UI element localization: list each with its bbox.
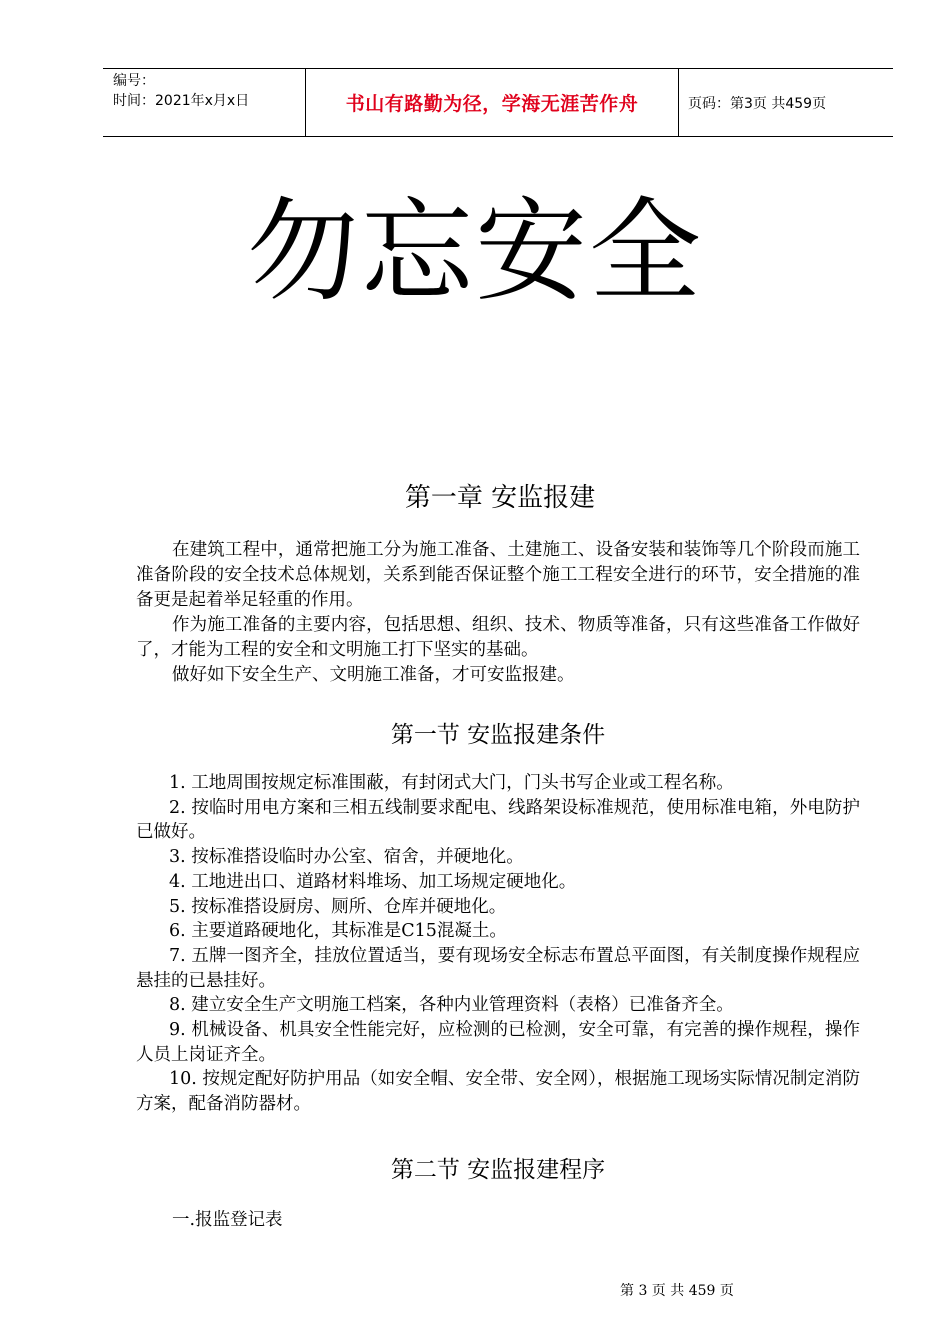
list-item: 6. 主要道路硬地化，其标准是C15混凝土。 bbox=[169, 921, 507, 942]
big-title: 勿忘安全 bbox=[247, 187, 703, 317]
document-header bbox=[103, 68, 893, 137]
page-footer: 第 3 页 共 459 页 bbox=[620, 1283, 734, 1299]
section-title: 第一节 安监报建条件 bbox=[390, 722, 606, 748]
list-item: 9. 机械设备、机具安全性能完好，应检测的已检测，安全可靠，有完善的操作规程，操作人员上岗证齐全。 bbox=[136, 1020, 860, 1065]
header-page-info: 页码：第3页 共459页 bbox=[688, 95, 827, 112]
list-item: 2. 按临时用电方案和三相五线制要求配电、线路架设标准规范，使用标准电箱，外电防护已做好。 bbox=[136, 797, 860, 843]
list-item: 7. 五牌一图齐全，挂放位置适当，要有现场安全标志布置总平面图，有关制度操作规程应悬挂的已悬挂好。 bbox=[136, 945, 860, 991]
list-item: 10. 按规定配好防护用品（如安全帽、安全带、安全网），根据施工现场实际情况制定消防方案，配备消防器材。 bbox=[136, 1069, 860, 1115]
list-item: 4. 工地进出口、道路材料堆场、加工场规定硬地化。 bbox=[169, 871, 577, 892]
number-label: 编号： bbox=[113, 73, 155, 89]
list-item: 1. 工地周围按规定标准围蔽，有封闭式大门，门头书写企业或工程名称。 bbox=[169, 773, 734, 793]
chapter-title: 第一章 安监报建 bbox=[404, 483, 596, 513]
subsection-heading: 一.报监登记表 bbox=[172, 1210, 283, 1230]
list-item: 8. 建立安全生产文明施工档案，各种内业管理资料（表格）已准备齐全。 bbox=[169, 995, 734, 1016]
section-title: 第二节 安监报建程序 bbox=[390, 1157, 606, 1183]
paragraph: 在建筑工程中，通常把施工分为施工准备、土建施工、设备安装和装饰等几个阶段而施工准备阶段的安全技术总体规划，关系到能否保证整个施工工程安全进行的环节，安全措施的准备更是起着举足轻重的作用。 bbox=[136, 540, 860, 610]
header-motto: 书山有路勤为径，学海无涯苦作舟 bbox=[345, 93, 639, 115]
paragraph: 作为施工准备的主要内容，包括思想、组织、技术、物质等准备，只有这些准备工作做好了，才能为工程的安全和文明施工打下坚实的基础。 bbox=[136, 615, 860, 660]
header-meta bbox=[113, 71, 249, 111]
header-divider bbox=[678, 69, 679, 136]
intro-text bbox=[136, 538, 860, 688]
paragraph: 做好如下安全生产、文明施工准备，才可安监报建。 bbox=[172, 665, 575, 685]
list-item: 3. 按标准搭设临时办公室、宿舍，并硬地化。 bbox=[169, 847, 524, 868]
conditions-list bbox=[136, 771, 860, 1117]
list-item: 5. 按标准搭设厨房、厕所、仓库并硬地化。 bbox=[169, 896, 507, 917]
time-label: 时间：2021年x月x日 bbox=[113, 93, 250, 109]
